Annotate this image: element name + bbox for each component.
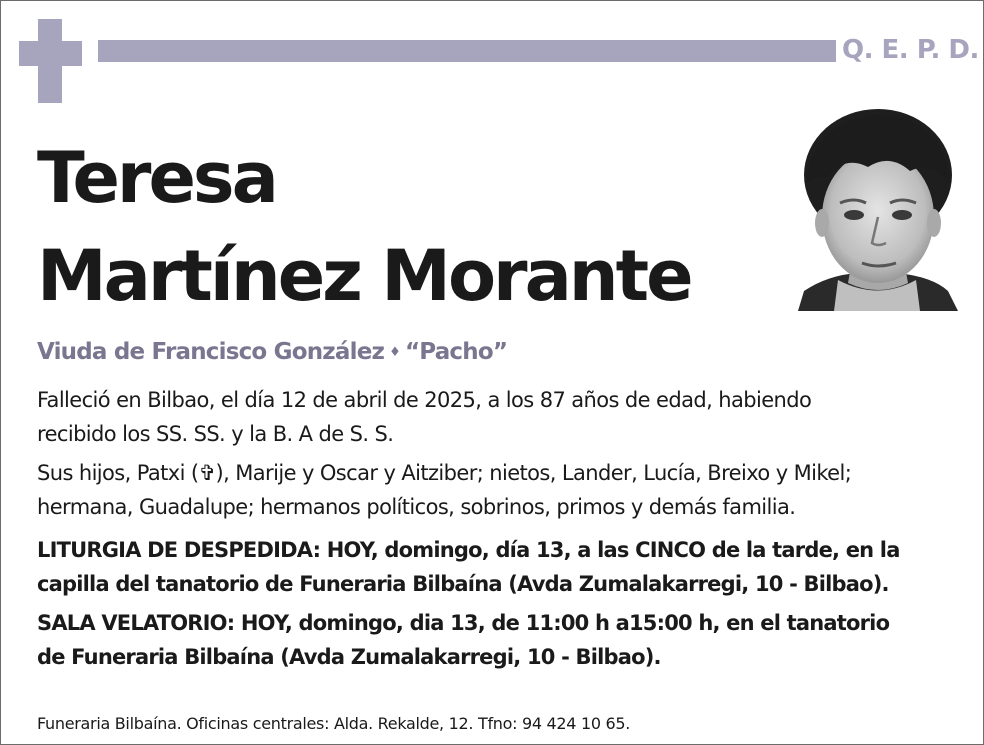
family-line: hermana, Guadalupe; hermanos políticos, sobrinos, primos y demás familia. xyxy=(37,495,796,519)
widow-of: Viuda de Francisco González xyxy=(37,339,385,365)
liturgy-notice xyxy=(37,533,967,601)
family-list xyxy=(37,456,967,524)
funeral-home-footer: Funeraria Bilbaína. Oficinas centrales: Alda. Rekalde, 12. Tfno: 94 424 10 65. xyxy=(37,714,631,733)
wake-notice xyxy=(37,606,967,674)
liturgy-line: LITURGIA DE DESPEDIDA: HOY, domingo, día 13, a las CINCO de la tarde, en la xyxy=(37,538,900,562)
liturgy-line: capilla del tanatorio de Funeraria Bilbaína (Avda Zumalakarregi, 10 - Bilbao). xyxy=(37,572,889,596)
surnames: Martínez Morante xyxy=(37,235,691,317)
family-text: ), Marije y Oscar y Aitziber; nietos, Lander, Lucía, Breixo y Mikel; xyxy=(215,461,852,485)
death-notice-line: recibido los SS. SS. y la B. A de S. S. xyxy=(37,422,394,446)
wake-line: SALA VELATORIO: HOY, domingo, dia 13, de 11:00 h a15:00 h, en el tanatorio xyxy=(37,611,890,635)
family-text: Sus hijos, Patxi ( xyxy=(37,461,199,485)
cross-icon xyxy=(19,19,82,103)
widow-of-line xyxy=(37,339,507,365)
death-notice xyxy=(37,383,967,451)
diamond-separator-icon: ♦ xyxy=(389,345,400,360)
death-notice-line: Falleció en Bilbao, el día 12 de abril de 2025, a los 87 años de edad, habiendo xyxy=(37,388,812,412)
qepd-label: Q. E. P. D. xyxy=(842,35,979,65)
header-rule xyxy=(98,40,836,62)
deceased-cross-icon: ✞ xyxy=(198,461,216,485)
deceased-name xyxy=(37,129,691,325)
portrait-photo xyxy=(798,105,958,311)
first-name: Teresa xyxy=(37,137,276,219)
wake-line: de Funeraria Bilbaína (Avda Zumalakarregi, 10 - Bilbao). xyxy=(37,645,661,669)
family-line xyxy=(37,456,967,490)
nickname: “Pacho” xyxy=(404,339,508,365)
